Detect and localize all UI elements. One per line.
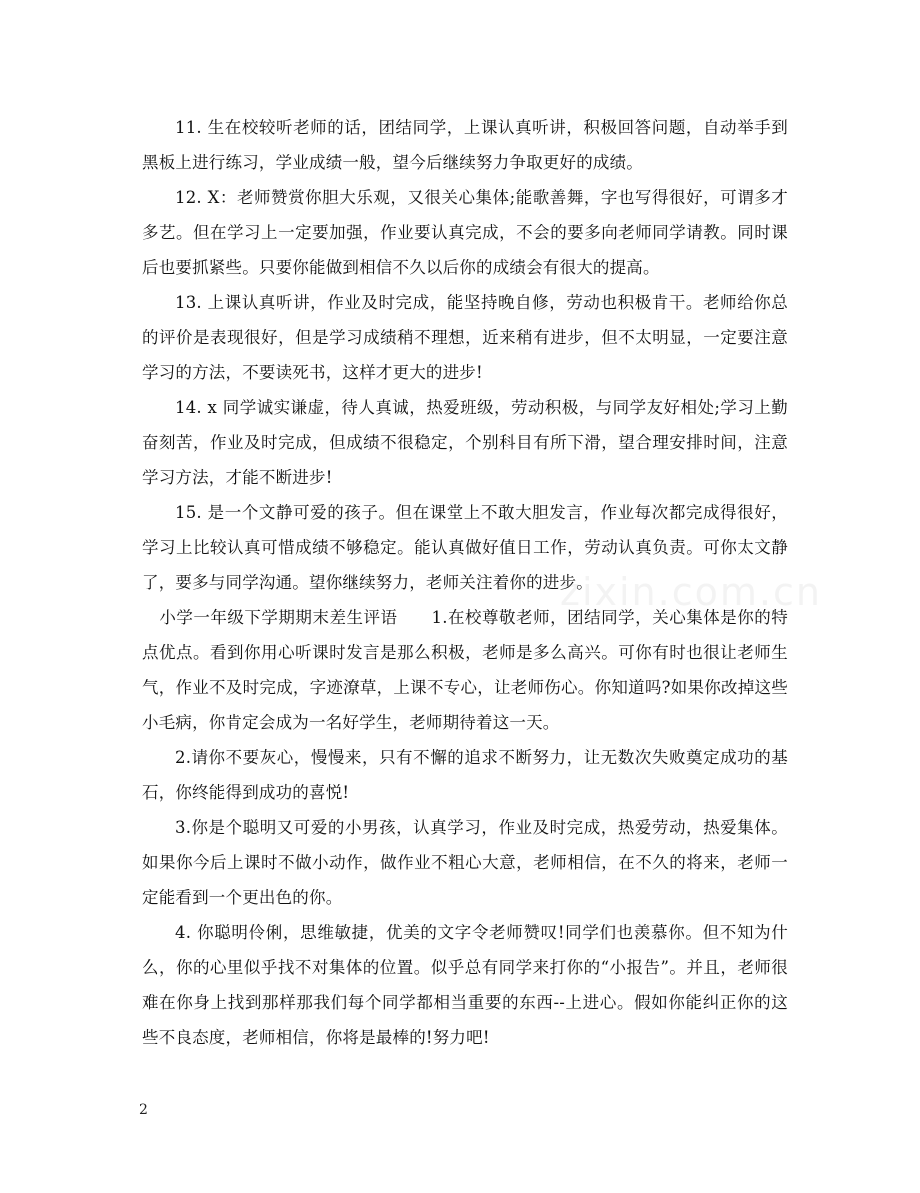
comment-paragraph-14: 14. x 同学诚实谦虚，待人真诚，热爱班级，劳动积极，与同学友好相处;学习上勤奋刻苦，作业及时完成，但成绩不很稳定，个别科目有所下滑，望合理安排时间，注意学习方法，才能不断进步!	[142, 398, 788, 487]
document-body	[142, 110, 788, 1055]
comment-paragraph-12: 12. X：老师赞赏你胆大乐观，又很关心集体;能歌善舞，字也写得很好，可谓多才多艺。但在学习上一定要加强，作业要认真完成，不会的要多向老师同学请教。同时课后也要抓紧些。只要你能做到相信不久以后你的成绩会有很大的提高。	[142, 188, 788, 277]
comment-paragraph-2: 2.请你不要灰心，慢慢来，只有不懈的追求不断努力，让无数次失败奠定成功的基石，你终能得到成功的喜悦!	[142, 748, 788, 802]
page-number: 2	[139, 1102, 148, 1118]
comment-paragraph-4: 4. 你聪明伶俐，思维敏捷，优美的文字令老师赞叹!同学们也羡慕你。但不知为什么，你的心里似乎找不对集体的位置。似乎总有同学来打你的“小报告”。并且，老师很难在你身上找到那样那我们每个同学都相当重要的东西--上进心。假如你能纠正你的这些不良态度，老师相信，你将是最棒的!努力吧!	[142, 923, 788, 1047]
comment-paragraph-3: 3.你是个聪明又可爱的小男孩，认真学习，作业及时完成，热爱劳动，热爱集体。如果你今后上课时不做小动作，做作业不粗心大意，老师相信，在不久的将来，老师一定能看到一个更出色的你。	[142, 818, 788, 907]
comment-paragraph-11: 11. 生在校较听老师的话，团结同学，上课认真听讲，积极回答问题，自动举手到黑板上进行练习，学业成绩一般，望今后继续努力争取更好的成绩。	[142, 118, 788, 172]
comment-paragraph-15: 15. 是一个文静可爱的孩子。但在课堂上不敢大胆发言，作业每次都完成得很好，学习上比较认真可惜成绩不够稳定。能认真做好值日工作，劳动认真负责。可你太文静了，要多与同学沟通。望你继续努力，老师关注着你的进步。	[142, 503, 788, 592]
comment-paragraph-13: 13. 上课认真听讲，作业及时完成，能坚持晚自修，劳动也积极肯干。老师给你总的评价是表现很好，但是学习成绩稍不理想，近来稍有进步，但不太明显，一定要注意学习的方法，不要读死书，这样才更大的进步!	[142, 293, 788, 382]
watermark: zixin.com.cn	[560, 570, 822, 614]
section-heading-paragraph: 小学一年级下学期期末差生评语 1.在校尊敬老师，团结同学，关心集体是你的特点优点。看到你用心听课时发言是那么积极，老师是多么高兴。可你有时也很让老师生气，作业不及时完成，字迹潦草，上课不专心，让老师伤心。你知道吗?如果你改掉这些小毛病，你肯定会成为一名好学生，老师期待着这一天。	[142, 608, 788, 732]
